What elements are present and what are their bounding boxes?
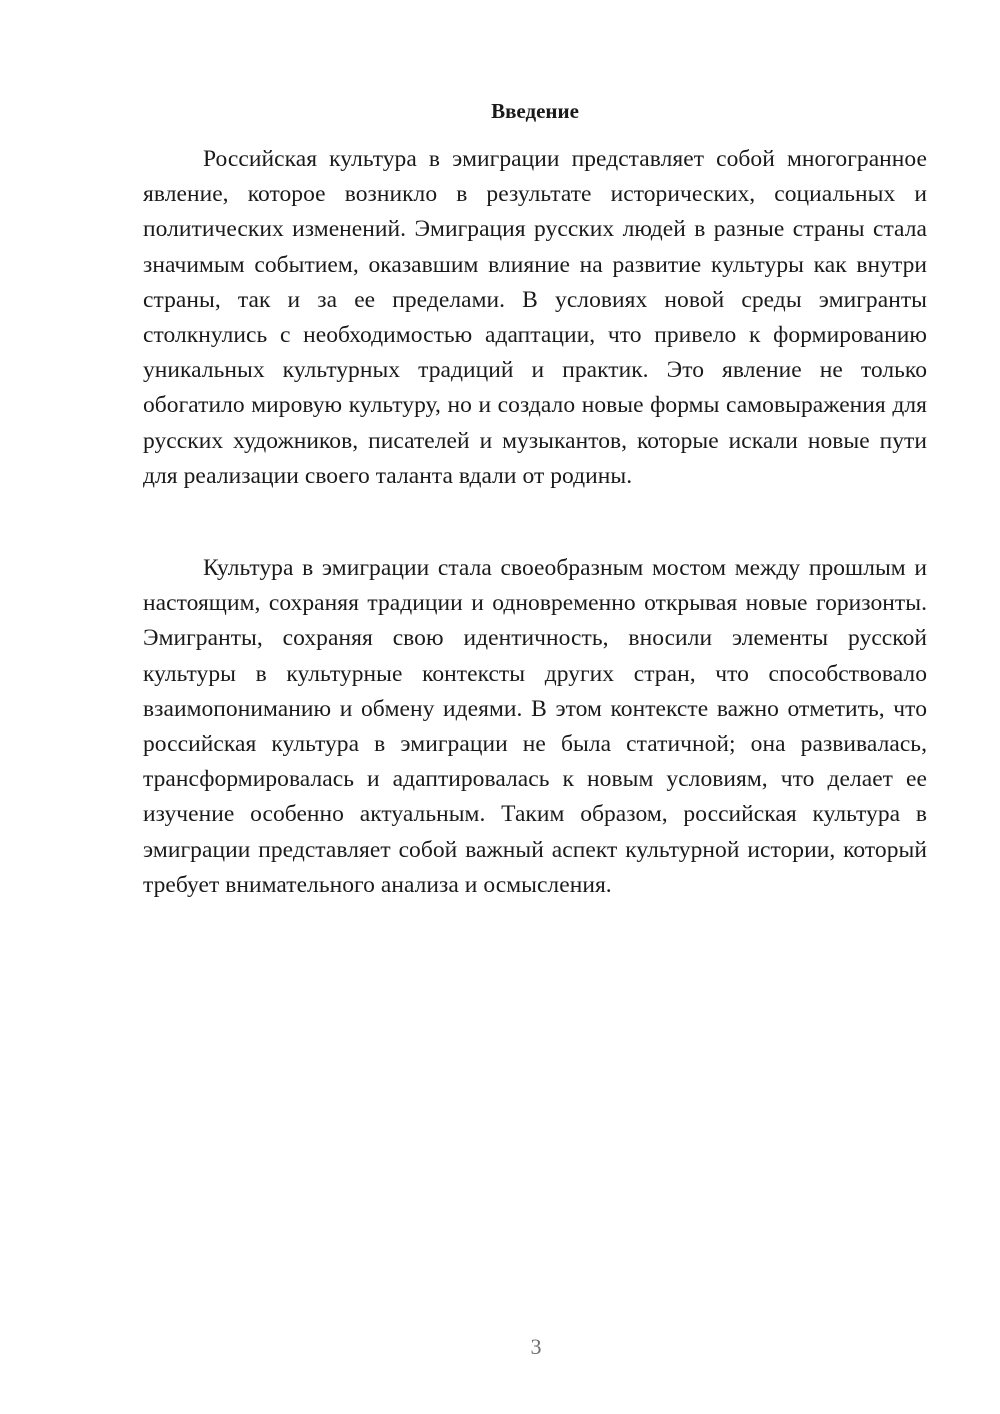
page-number: 3 bbox=[530, 1334, 542, 1359]
paragraph-culture-bridge: Культура в эмиграции стала своеобразным мостом между прошлым и настоящим, сохраняя традиции и одновременно открывая новые горизонты. Эмигранты, сохраняя свою идентичность, вносили элементы русской культуры в культурные контексты других стран, что способствовало взаимопониманию и обмену идеями. В этом контексте важно отметить, что российская культура в эмиграции не была статичной; она развивалась, трансформировалась и адаптировалась к новым условиям, что делает ее изучение особенно актуальным. Таким образом, российская культура в эмиграции представляет собой важный аспект культурной истории, который требует внимательного анализа и осмысления. bbox=[143, 555, 927, 898]
section-heading: Введение bbox=[491, 99, 579, 123]
paragraph-intro: Российская культура в эмиграции представляет собой многогранное явление, которое возникло в результате исторических, социальных и политических изменений. Эмиграция русских людей в разные страны стала значимым событием, оказавшим влияние на развитие культуры как внутри страны, так и за ее пределами. В условиях новой среды эмигранты столкнулись с необходимостью адаптации, что привело к формированию уникальных культурных традиций и практик. Это явление не только обогатило мировую культуру, но и создало новые формы самовыражения для русских художников, писателей и музыкантов, которые искали новые пути для реализации своего таланта вдали от родины. bbox=[143, 146, 927, 489]
